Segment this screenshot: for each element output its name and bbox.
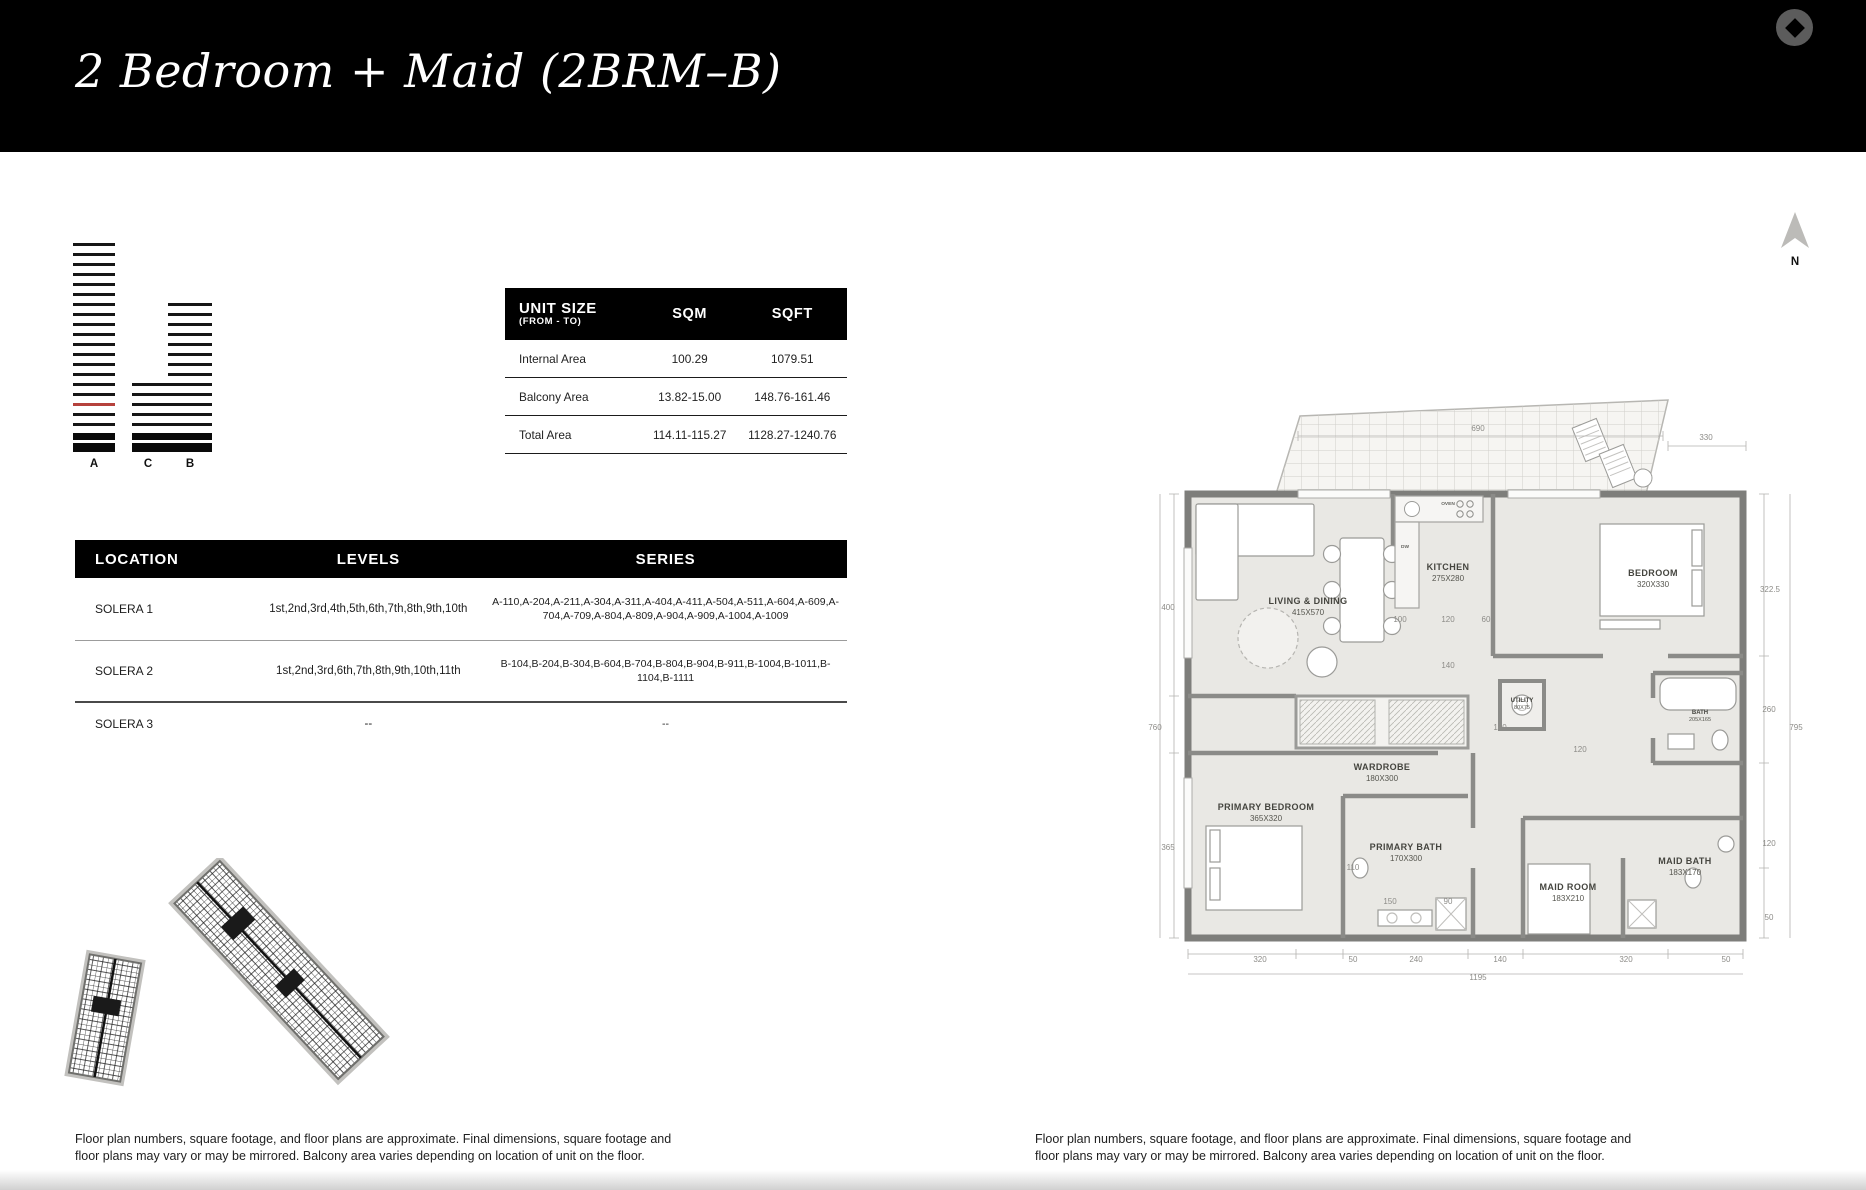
- disclaimer-left: Floor plan numbers, square footage, and floor plans are approximate. Final dimensions, square footage and floor plans may vary or may be mirrored. Balcony area varies depending on location of unit on the floor.: [75, 1132, 672, 1163]
- page-title: 2 Bedroom + Maid (2BRM–B): [75, 44, 782, 98]
- floor-stripe: [73, 273, 115, 276]
- table-row: [75, 703, 847, 745]
- dimension-label: 50: [1764, 913, 1774, 922]
- disclaimer-right: Floor plan numbers, square footage, and floor plans are approximate. Final dimensions, square footage and floor plans may vary or may be mirrored. Balcony area varies depending on location of unit on the floor.: [1035, 1132, 1632, 1163]
- compass-label: N: [1790, 256, 1800, 268]
- building-elevation-diagram: [73, 243, 215, 475]
- room-size-label: 180X300: [1365, 774, 1399, 783]
- room-label: MAID ROOM: [1539, 882, 1597, 892]
- floor-stripe: [73, 373, 115, 376]
- floor-stripe: [132, 383, 212, 386]
- floor-stripe: [73, 383, 115, 386]
- dimension-label: 60: [1481, 615, 1491, 624]
- table-row: [505, 378, 847, 416]
- room-label: BATH: [1691, 710, 1709, 716]
- floor-stripe: [168, 333, 212, 336]
- table-row: [75, 641, 847, 703]
- dimension-label: 120: [1762, 839, 1776, 848]
- room-label: UTILITY: [1510, 698, 1534, 704]
- row-label: Internal Area: [519, 351, 586, 366]
- dimension-label: 240: [1409, 955, 1423, 964]
- dimension-label: 260: [1762, 705, 1776, 714]
- room-size-label: 170X300: [1389, 854, 1423, 863]
- floor-stripe: [168, 363, 212, 366]
- location-table-header: [75, 540, 847, 578]
- logo-button[interactable]: [1776, 9, 1813, 46]
- dimension-label: 90: [1443, 897, 1453, 906]
- dimension-label: 150: [1383, 897, 1397, 906]
- room-size-label: 205X165: [1688, 717, 1712, 723]
- site-building-large: [174, 861, 383, 1079]
- unit-size-title: UNIT SIZE: [519, 300, 597, 318]
- podium-block: [73, 433, 115, 440]
- primary-bedroom-furniture: [1206, 826, 1302, 910]
- row-sqm: 100.29: [671, 351, 708, 366]
- floor-stripe: [73, 303, 115, 306]
- bottom-gradient: [0, 1170, 1866, 1190]
- floor-stripe: [168, 343, 212, 346]
- row-sqft: 148.76-161.46: [754, 389, 831, 404]
- floor-stripe: [73, 393, 115, 396]
- table-row: [505, 340, 847, 378]
- room-size-label: 275X280: [1431, 574, 1465, 583]
- tower-label: B: [185, 458, 195, 470]
- floor-stripe: [73, 353, 115, 356]
- room-size-label: 183X170: [1668, 868, 1702, 877]
- floor-stripe: [132, 413, 212, 416]
- row-sqft: 1128.27-1240.76: [748, 427, 837, 442]
- podium-block: [132, 443, 212, 452]
- north-arrow-icon: [1781, 212, 1809, 248]
- tower-label: A: [89, 458, 99, 470]
- table-row: [75, 578, 847, 641]
- row-series: A-110,A-204,A-211,A-304,A-311,A-404,A-411,A-504,A-511,A-604,A-609,A-704,A-709,A-804,A-809,A-904,A-909,A-1004,A-1009: [492, 595, 839, 622]
- appliance-label: DW: [1401, 545, 1409, 550]
- row-levels: 1st,2nd,3rd,6th,7th,8th,9th,10th,11th: [276, 665, 461, 677]
- floor-stripe: [73, 313, 115, 316]
- site-plan: [58, 858, 392, 1092]
- dimension-label: 690: [1471, 424, 1485, 433]
- diamond-icon: [1785, 18, 1805, 38]
- row-levels: --: [364, 718, 373, 730]
- floor-stripe: [73, 293, 115, 296]
- floor-stripe: [73, 423, 115, 426]
- dimension-label: 140: [1493, 955, 1507, 964]
- unit-size-table: [505, 288, 847, 454]
- location-table: [75, 540, 847, 745]
- dimension-label: 365: [1161, 843, 1175, 852]
- dimension-label: 795: [1789, 723, 1803, 732]
- col-series: SERIES: [635, 550, 696, 568]
- wardrobe-unit: [1296, 696, 1468, 748]
- dimension-label: 50: [1348, 955, 1358, 964]
- floor-stripe: [73, 283, 115, 286]
- dimension-label: 400: [1161, 603, 1175, 612]
- room-size-label: 80X75: [1514, 705, 1530, 711]
- floor-stripe: [73, 403, 115, 406]
- dimension-label: 120: [1573, 745, 1587, 754]
- row-series: --: [662, 717, 670, 730]
- room-size-label: 365X320: [1249, 814, 1283, 823]
- dimension-label: 330: [1699, 433, 1713, 442]
- north-compass: [1773, 210, 1817, 272]
- row-location: SOLERA 2: [95, 664, 154, 678]
- room-size-label: 183X210: [1551, 894, 1585, 903]
- row-location: SOLERA 3: [95, 717, 154, 731]
- header-band: [0, 0, 1866, 152]
- table-row: [505, 416, 847, 454]
- floor-stripe: [73, 333, 115, 336]
- floor-stripe: [73, 363, 115, 366]
- floor-stripe: [168, 303, 212, 306]
- tower-label: C: [143, 458, 153, 470]
- dimension-label: 322.5: [1759, 585, 1781, 594]
- unit-size-subtitle: (FROM - TO): [519, 315, 582, 327]
- dimension-label: 140: [1441, 661, 1455, 670]
- floor-stripe: [73, 343, 115, 346]
- row-label: Balcony Area: [519, 389, 589, 404]
- floor-stripe: [132, 423, 212, 426]
- floor-stripe: [73, 413, 115, 416]
- floor-stripe: [73, 243, 115, 246]
- row-label: Total Area: [519, 427, 572, 442]
- dimension-label: 140: [1493, 723, 1507, 732]
- col-levels: LEVELS: [336, 550, 400, 568]
- appliance-label: OVEN: [1441, 502, 1455, 507]
- floor-stripe: [73, 253, 115, 256]
- floor-stripe: [132, 393, 212, 396]
- floor-stripe: [132, 403, 212, 406]
- room-size-label: 415X570: [1291, 608, 1325, 617]
- balcony-table-icon: [1634, 469, 1652, 487]
- room-label: MAID BATH: [1658, 856, 1712, 866]
- podium-block: [132, 433, 212, 440]
- row-series: B-104,B-204,B-304,B-604,B-704,B-804,B-904,B-911,B-1004,B-1011,B-1104,B-1111: [500, 657, 831, 684]
- floor-stripe: [73, 263, 115, 266]
- floor-plan: [1148, 398, 1810, 986]
- room-label: PRIMARY BEDROOM: [1217, 802, 1315, 812]
- floor-stripe: [168, 353, 212, 356]
- row-sqm: 114.11-115.27: [652, 427, 727, 442]
- col-location: LOCATION: [95, 550, 179, 568]
- dimension-label: 120: [1441, 615, 1455, 624]
- balcony-terrace: [1276, 400, 1668, 494]
- dimension-label: 760: [1148, 723, 1162, 732]
- room-label: BEDROOM: [1628, 568, 1678, 578]
- site-building-small: [69, 954, 141, 1081]
- room-label: PRIMARY BATH: [1369, 842, 1443, 852]
- dimension-label: 320: [1253, 955, 1267, 964]
- dimension-label: 1195: [1469, 973, 1487, 982]
- row-sqm: 13.82-15.00: [658, 389, 722, 404]
- floor-stripe: [168, 323, 212, 326]
- dimension-label: 100: [1393, 615, 1407, 624]
- room-label: LIVING & DINING: [1268, 596, 1348, 606]
- row-sqft: 1079.51: [770, 351, 814, 366]
- floor-stripe: [73, 323, 115, 326]
- unit-size-table-header: [505, 288, 847, 340]
- dimension-label: 320: [1619, 955, 1633, 964]
- row-levels: 1st,2nd,3rd,4th,5th,6th,7th,8th,9th,10th: [269, 603, 468, 615]
- floor-stripe: [168, 373, 212, 376]
- col-sqft: SQFT: [771, 306, 813, 322]
- floor-stripe: [168, 313, 212, 316]
- room-label: WARDROBE: [1353, 762, 1411, 772]
- room-size-label: 320X330: [1636, 580, 1670, 589]
- room-label: KITCHEN: [1426, 562, 1470, 572]
- dimension-label: 110: [1346, 863, 1360, 872]
- row-location: SOLERA 1: [95, 602, 154, 616]
- podium-block: [73, 443, 115, 452]
- col-sqm: SQM: [672, 306, 708, 322]
- dimension-label: 50: [1721, 955, 1731, 964]
